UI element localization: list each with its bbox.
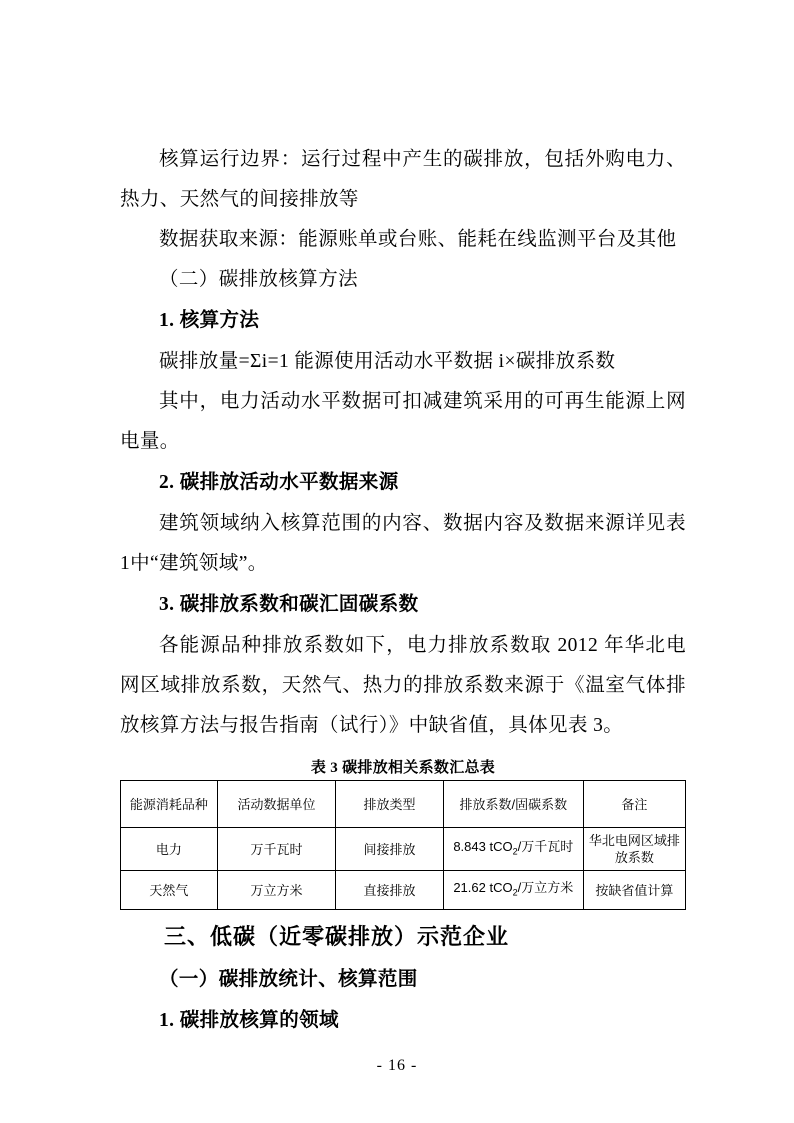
cell-emission-type: 间接排放 (336, 828, 444, 871)
coefficient-subscript: 2 (512, 846, 518, 857)
table-row (121, 871, 686, 910)
heading-activity-data-source: 2. 碳排放活动水平数据来源 (159, 472, 399, 493)
table-header-emission-type: 排放类型 (336, 781, 444, 828)
paragraph-section-two-title: （二）碳排放核算方法 (159, 269, 359, 290)
paragraph-coefficient-description: 各能源品种排放系数如下，电力排放系数取 2012 年华北电网区域排放系数，天然气、热力的排放系数来源于《温室气体排放核算方法与报告指南（试行）》中缺省值，具体见表 3。 (120, 635, 686, 736)
table-header-row (121, 781, 686, 828)
coefficient-value: 8.843 tCO (453, 838, 513, 854)
paragraph-formula-note: 其中，电力活动水平数据可扣减建筑采用的可再生能源上网电量。 (120, 391, 686, 452)
heading-carbon-accounting-fields: 1. 碳排放核算的领域 (159, 1010, 339, 1031)
heading-accounting-method: 1. 核算方法 (159, 310, 260, 331)
cell-unit: 万千瓦时 (217, 828, 335, 871)
table-header-unit: 活动数据单位 (217, 781, 335, 828)
cell-coefficient (443, 871, 583, 910)
cell-emission-type: 直接排放 (336, 871, 444, 910)
coefficient-unit: /万千瓦时 (517, 838, 574, 854)
coefficient-value: 21.62 tCO (453, 879, 513, 895)
coefficient-subscript: 2 (512, 887, 518, 898)
cell-coefficient (443, 828, 583, 871)
paragraph-data-source: 数据获取来源：能源账单或台账、能耗在线监测平台及其他 (159, 229, 677, 250)
cell-unit: 万立方米 (217, 871, 335, 910)
cell-remark: 按缺省值计算 (583, 871, 685, 910)
table-header-energy-type: 能源消耗品种 (121, 781, 218, 828)
page-number: - 16 - (376, 1057, 418, 1074)
cell-energy-type: 天然气 (121, 871, 218, 910)
heading-emission-coefficients: 3. 碳排放系数和碳汇固碳系数 (159, 594, 419, 615)
paragraph-operation-boundary: 核算运行边界：运行过程中产生的碳排放，包括外购电力、热力、天然气的间接排放等 (120, 149, 686, 210)
table-header-remark: 备注 (583, 781, 685, 828)
table-header-coefficient: 排放系数/固碳系数 (443, 781, 583, 828)
heading-chapter-three: 三、低碳（近零碳排放）示范企业 (164, 924, 510, 949)
coefficient-unit: /万立方米 (517, 879, 574, 895)
paragraph-building-scope: 建筑领域纳入核算范围的内容、数据内容及数据来源详见表1中“建筑领域”。 (120, 513, 686, 574)
table-caption: 表 3 碳排放相关系数汇总表 (310, 760, 496, 776)
table-row (121, 828, 686, 871)
cell-energy-type: 电力 (121, 828, 218, 871)
emission-coefficient-table (120, 780, 686, 910)
paragraph-formula: 碳排放量=Σi=1 能源使用活动水平数据 i×碳排放系数 (159, 351, 616, 372)
cell-remark: 华北电网区域排放系数 (583, 828, 685, 871)
heading-chapter-three-one: （一）碳排放统计、核算范围 (159, 969, 418, 990)
